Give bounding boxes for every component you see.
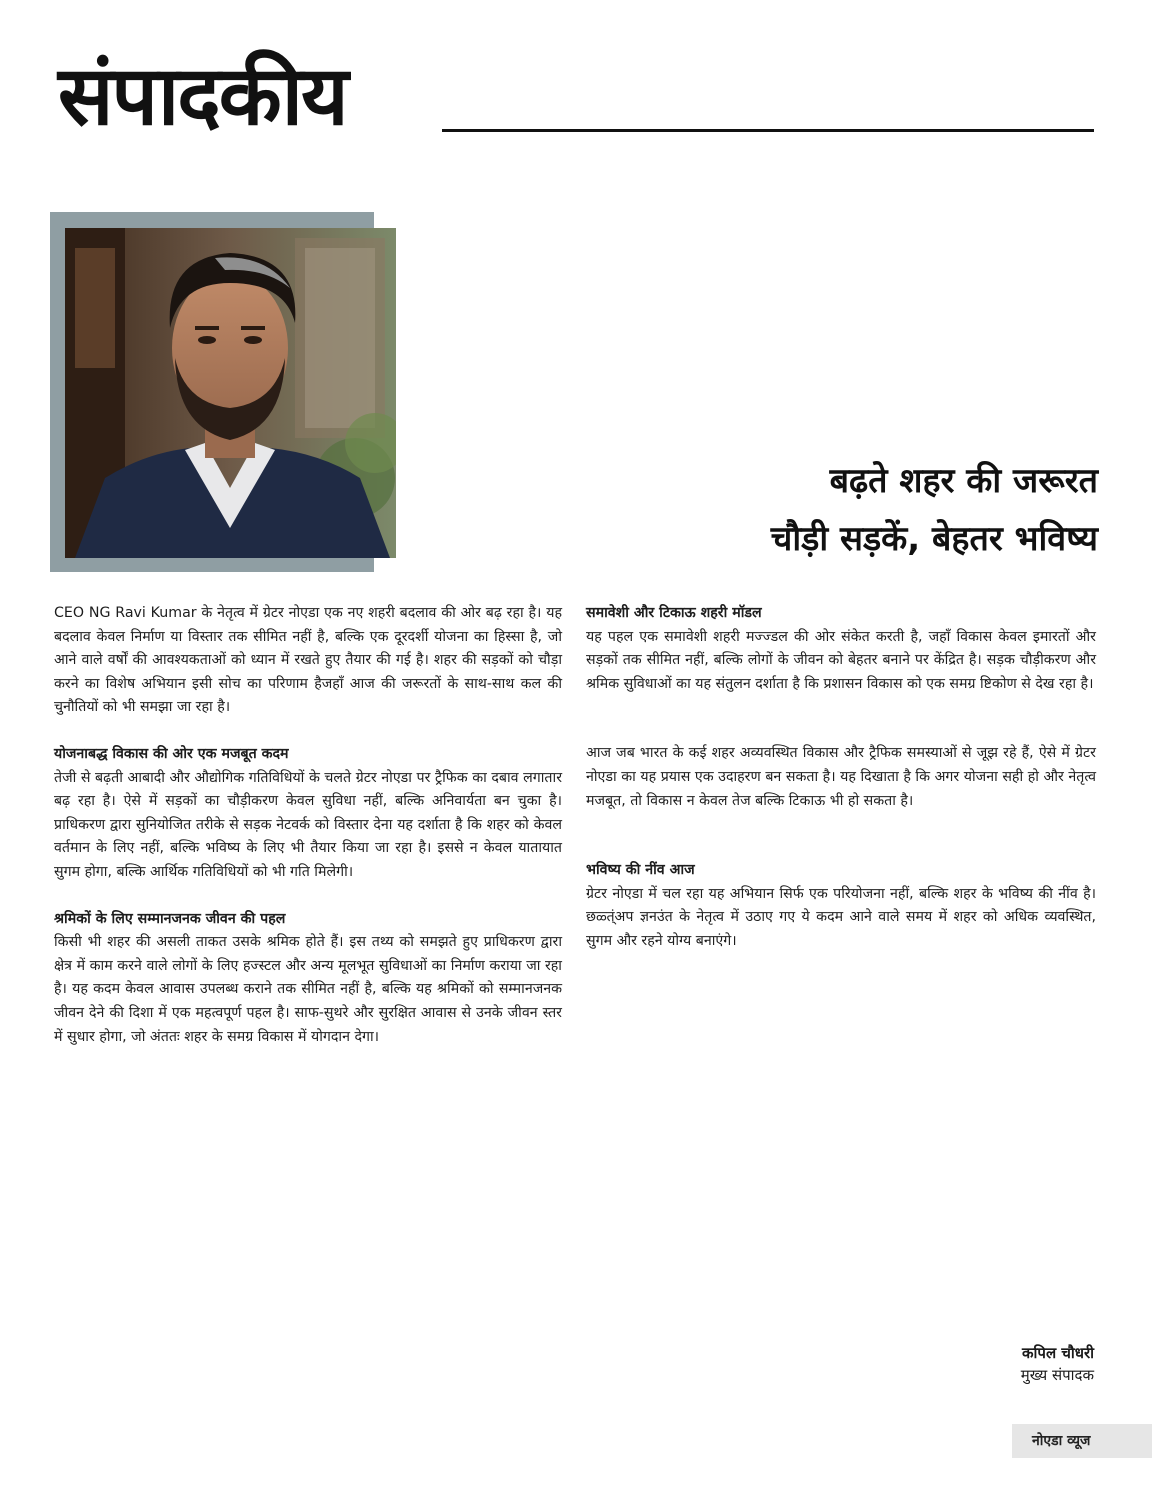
- portrait-illustration: [65, 228, 396, 558]
- section-heading: श्रमिकों के लिए सम्मानजनक जीवन की पहल: [54, 910, 286, 927]
- section-heading: भविष्य की नींव आज: [586, 862, 695, 879]
- footer-tab: [1012, 1424, 1152, 1458]
- section-heading: योजनाबद्ध विकास की ओर एक मजबूत कदम: [54, 745, 289, 762]
- section-heading: समावेशी और टिकाऊ शहरी मॉडल: [586, 605, 762, 621]
- section-paragraph: तेजी से बढ़ती आबादी और औद्योगिक गतिविधियों के चलते ग्रेटर नोएडा पर ट्रैफिक का दबाव लगातार बढ़ रहा है। ऐसे में सड़कों का चौड़ीकरण केवल सुविधा नहीं, बल्कि अनिवार्यता बन चुका है। प्राधिकरण द्वारा सुनियोजित तरीके से सड़क नेटवर्क को विस्तार देना यह दर्शाता है कि शहर को केवल वर्तमान के लिए नहीं, बल्कि भविष्य के लिए भी तैयार किया जा रहा है। इससे न केवल यातायात सुगम होगा, बल्कि आर्थिक गतिविधियों को भी गति मिलेगी।: [54, 769, 562, 880]
- signature-block: [1021, 1342, 1094, 1386]
- section-paragraph: किसी भी शहर की असली ताकत उसके श्रमिक होते हैं। इस तथ्य को समझते हुए प्राधिकरण द्वारा क्षेत्र में काम करने वाले लोगों के लिए हज्स्टल और अन्य मूलभूत सुविधाओं का निर्माण कराया जा रहा है। यह कदम केवल आवास उपलब्ध कराने तक सीमित नहीं है, बल्कि यह श्रमिकों को सम्मानजनक जीवन देने की दिशा में एक महत्वपूर्ण पहल है। साफ-सुथरे और सुरक्षित आवास से उनके जीवन स्तर में सुधार होगा, जो अंततः शहर के समग्र विकास में योगदान देगा।: [54, 934, 562, 1045]
- article-headline: [498, 452, 1098, 568]
- intro-paragraph: CEO NG Ravi Kumar के नेतृत्व में ग्रेटर नोएडा एक नए शहरी बदलाव की ओर बढ़ रहा है। यह बदलाव केवल निर्माण या विस्तार तक सीमित नहीं है, बल्कि एक दूरदर्शी योजना का हिस्सा है, जो आने वाले वर्षों की आवश्यकताओं को ध्यान में रखते हुए तैयार की गई है। शहर की सड़कों को चौड़ा करने का विशेष अभियान इसी सोच का परिणाम हैजहाँ आज की जरूरतों के साथ-साथ कल की चुनौतियों को भी समझा जा रहा है।: [54, 605, 562, 716]
- section-paragraph: यह पहल एक समावेशी शहरी मज्ज्डल की ओर संकेत करती है, जहाँ विकास केवल इमारतों और सड़कों तक सीमित नहीं, बल्कि लोगों के जीवन को बेहतर बनाने पर केंद्रित है। सड़क चौड़ीकरण और श्रमिक सुविधाओं का यह संतुलन दर्शाता है कि प्रशासन विकास को एक समग्र ष्टिकोण से देख रहा है।: [586, 628, 1096, 692]
- page-title: संपादकीय: [58, 49, 347, 144]
- author-photo: [65, 228, 396, 558]
- author-role: मुख्य संपादक: [1020, 1366, 1094, 1384]
- section-paragraph: आज जब भारत के कई शहर अव्यवस्थित विकास और ट्रैफिक समस्याओं से जूझ रहे हैं, ऐसे में ग्रेटर नोएडा का यह प्रयास एक उदाहरण बन सकता है। यह दिखाता है कि अगर योजना सही हो और नेतृत्व मजबूत, तो विकास न केवल तेज बल्कि टिकाऊ भी हो सकता है।: [586, 745, 1096, 809]
- author-name: कपिल चौधरी: [1022, 1344, 1094, 1362]
- left-column: [54, 602, 562, 1049]
- publication-label: नोएडा व्यूज: [1032, 1433, 1091, 1449]
- title-rule: [442, 129, 1094, 132]
- right-column: [586, 602, 1096, 954]
- section-paragraph: ग्रेटर नोएडा में चल रहा यह अभियान सिर्फ एक परियोजना नहीं, बल्कि शहर के भविष्य की नींव है। छळ्त्ंअप ज्ञनउंत के नेतृत्व में उठाए गए ये कदम आने वाले समय में शहर को अधिक व्यवस्थित, सुगम और रहने योग्य बनाएंगे।: [586, 885, 1096, 949]
- headline-line-2: चौड़ी सड़कें, बेहतर भविष्य: [770, 519, 1098, 559]
- headline-line-1: बढ़ते शहर की जरूरत: [829, 461, 1098, 501]
